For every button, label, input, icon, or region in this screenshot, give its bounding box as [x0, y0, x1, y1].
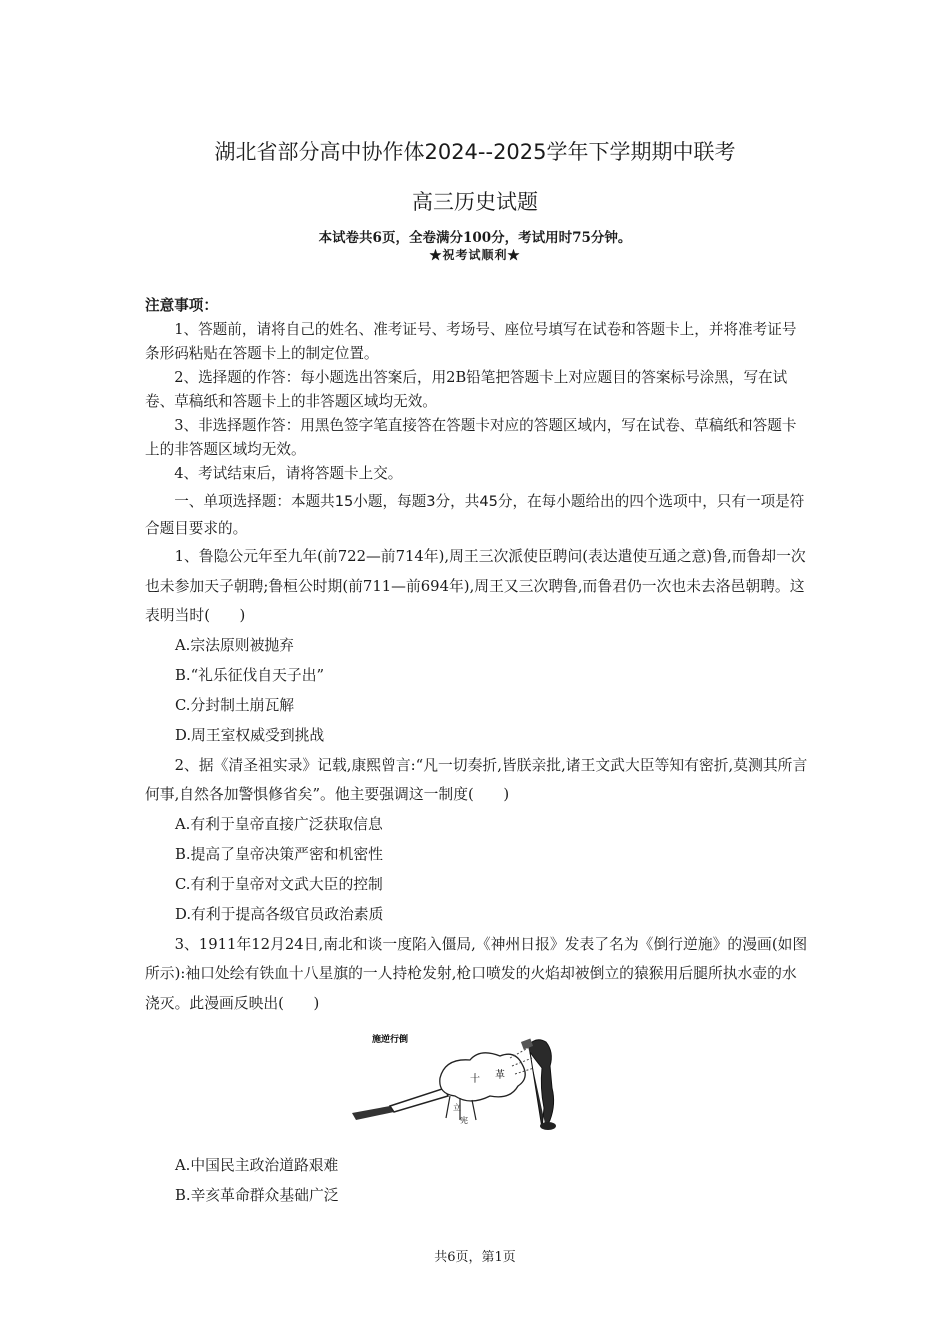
- question-2-option-c: C.有利于皇帝对文武大臣的控制: [175, 875, 383, 893]
- page-footer: 共6页，第1页: [434, 1250, 516, 1265]
- arm-sleeve-icon: [390, 1088, 448, 1112]
- notice-item: 2、选择题的作答：每小题选出答案后，用2B铅笔把答题卡上对应题目的答案标号涂黑，写在试卷、草稿纸和答题卡上的非答题区域均无效。: [145, 369, 788, 410]
- notice-item: 3、非选择题作答：用黑色签字笔直接答在答题卡对应的答题区域内，写在试卷、草稿纸和答题卡上的非答题区域均无效。: [145, 417, 797, 458]
- cartoon-label: 宪: [460, 1116, 468, 1125]
- question-2-option-a: A.有利于皇帝直接广泛获取信息: [175, 815, 383, 833]
- question-2-option-d: D.有利于提高各级官员政治素质: [175, 905, 384, 923]
- cartoon-label: 十: [470, 1074, 480, 1085]
- question-stem-2: 2、据《清圣祖实录》记载,康熙曾言:“凡一切奏折,皆朕亲批,诸王文武大臣等知有密折,莫测其所言何事,自然各加警惧修省矣”。他主要强调这一制度( ): [145, 756, 808, 803]
- question-stem-3: 3、1911年12月24日,南北和谈一度陷入僵局,《神州日报》发表了名为《倒行逆施》的漫画(如图所示):袖口处绘有铁血十八星旗的一人持枪发射,枪口喷发的火焰却被倒立的猿猴用后腿所执水壶的水浇灭。此漫画反映出( ): [145, 935, 808, 1012]
- flame-cloud-icon: [440, 1053, 525, 1101]
- question-3-option-a: A.中国民主政治道路艰难: [175, 1157, 339, 1174]
- question-1-option-b: B.“礼乐征伐自天子出”: [175, 666, 325, 684]
- exam-title: 湖北省部分高中协作体2024--2025学年下学期期中联考: [214, 140, 736, 164]
- exam-wish: ★祝考试顺利★: [429, 248, 521, 262]
- question-1-option-c: C.分封制土崩瓦解: [175, 696, 295, 714]
- section-heading: 一、单项选择题：本题共15小题，每题3分，共45分，在每小题给出的四个选项中，只有一项是符合题目要求的。: [145, 493, 805, 537]
- question-stem-1: 1、鲁隐公元年至九年(前722—前714年),周王三次派使臣聘问(表达遣使互通之意)鲁,而鲁却一次也未参加天子朝聘;鲁桓公时期(前711—前694年),周王又三次聘鲁,而鲁君仍一次也未去洛邑朝聘。这表明当时( ): [145, 548, 806, 624]
- notice-item: 1、答题前，请将自己的姓名、准考证号、考场号、座位号填写在试卷和答题卡上，并将准考证号条形码粘贴在答题卡上的制定位置。: [145, 321, 797, 362]
- cartoon-illustration: [350, 1028, 560, 1131]
- notice-heading: 注意事项：: [145, 297, 218, 314]
- exam-subject-title: 高三历史试题: [412, 190, 538, 214]
- monkey-icon: [528, 1040, 554, 1128]
- notice-item: 4、考试结束后，请将答题卡上交。: [174, 465, 403, 482]
- question-1-option-d: D.周王室权威受到挑战: [175, 726, 325, 744]
- cartoon-label: 立: [453, 1103, 461, 1112]
- cartoon-caption: 施逆行倒: [372, 1035, 409, 1045]
- exam-info: 本试卷共6页，全卷满分100分，考试用时75分钟。: [318, 230, 632, 246]
- exam-content: [145, 294, 810, 1211]
- gun-icon: [352, 1106, 394, 1120]
- question-1-option-a: A.宗法原则被抛弃: [175, 636, 294, 654]
- monkey-head-icon: [540, 1122, 556, 1130]
- cartoon-label: 革: [495, 1070, 505, 1081]
- question-2-option-b: B.提高了皇帝决策严密和机密性: [175, 845, 383, 863]
- cartoon-figure: [145, 1028, 810, 1131]
- question-3-option-b: B.辛亥革命群众基础广泛: [175, 1187, 339, 1204]
